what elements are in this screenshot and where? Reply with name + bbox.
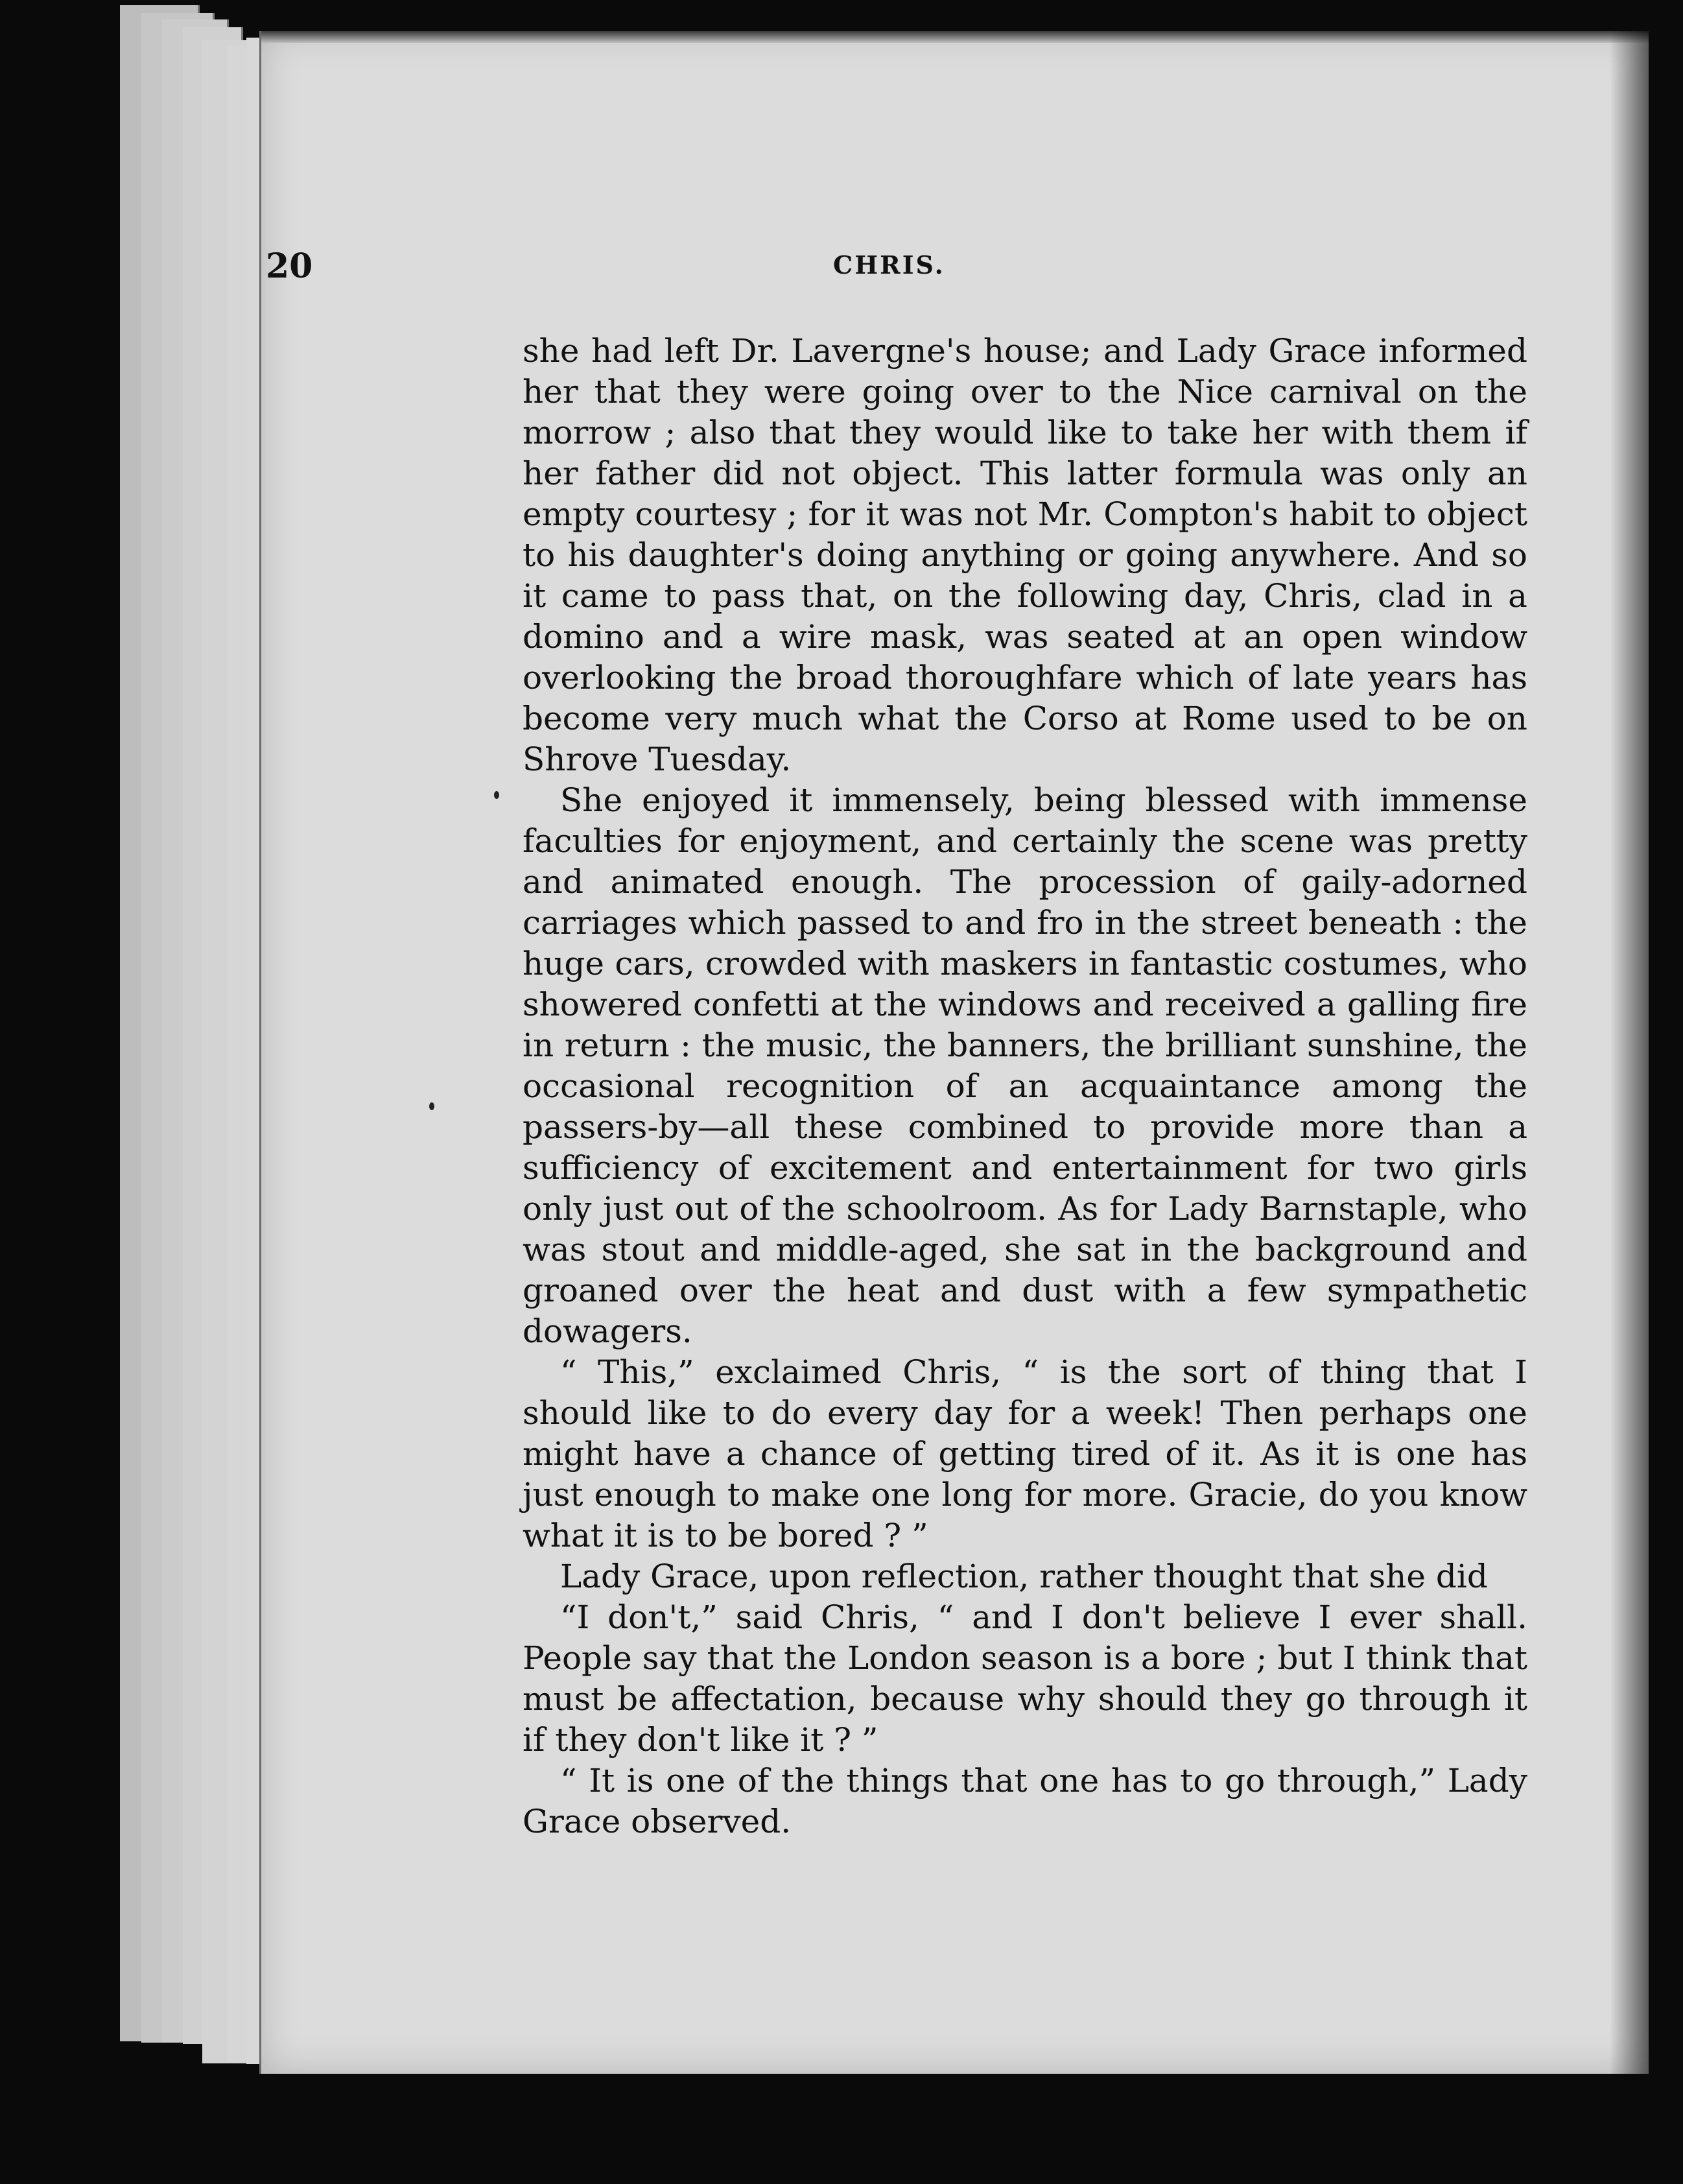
paragraph: “ It is one of the things that one has to go through,” Lady Grace observed. [523,1762,1527,1840]
ink-speck [494,791,499,799]
page-number: 20 [266,246,313,286]
paragraph: she had left Dr. Lavergne's house; and Lady Grace informed her that they were going over to the Nice carnival on the morrow ; also that they would like to take her with them if her father did not object. This latter formula was only an empty courtesy ; for it was not Mr. Compton's habit to object to his daughter's doing anything or going anywhere. And so it came to pass that, on the following day, Chris, clad in a domino and a wire mask, was seated at an open window overlooking the broad thoroughfare which of late years has become very much what the Corso at Rome used to be on Shrove Tuesday. [523,332,1527,778]
paragraph: “ This,” exclaimed Chris, “ is the sort of thing that I should like to do every day for a week! Then perhaps one might have a chance of getting tired of it. As it is one has just enough to make one long for more. Gracie, do you know what it is to be bored ? ” [523,1353,1527,1554]
paragraph: She enjoyed it immensely, being blessed with immense faculties for enjoyment, and certainly the scene was pretty and animated enough. The procession of gaily-adorned carriages which passed to and fro in the street beneath : the huge cars, crowded with maskers in fantastic costumes, who showered confetti at the windows and received a galling fire in return : the music, the banners, the brilliant sunshine, the occasional recognition of an acquaintance among the passers-by—all these combined to provide more than a sufficiency of excitement and entertainment for two girls only just out of the schoolroom. As for Lady Barnstaple, who was stout and middle-aged, she sat in the background and groaned over the heat and dust with a few sympathetic dowagers. [523,781,1527,1350]
spine-shadow [1610,31,1649,2074]
body-text [523,331,1527,1842]
page-header [266,246,1530,298]
running-head: CHRIS. [833,250,945,279]
ink-speck [429,1102,434,1110]
paragraph: Lady Grace, upon reflection, rather thought that she did [560,1558,1488,1595]
paragraph: “I don't,” said Chris, “ and I don't believe I ever shall. People say that the London season is a bore ; but I think that must be affectation, because why should they go through it if they don't like it ? ” [523,1598,1527,1759]
